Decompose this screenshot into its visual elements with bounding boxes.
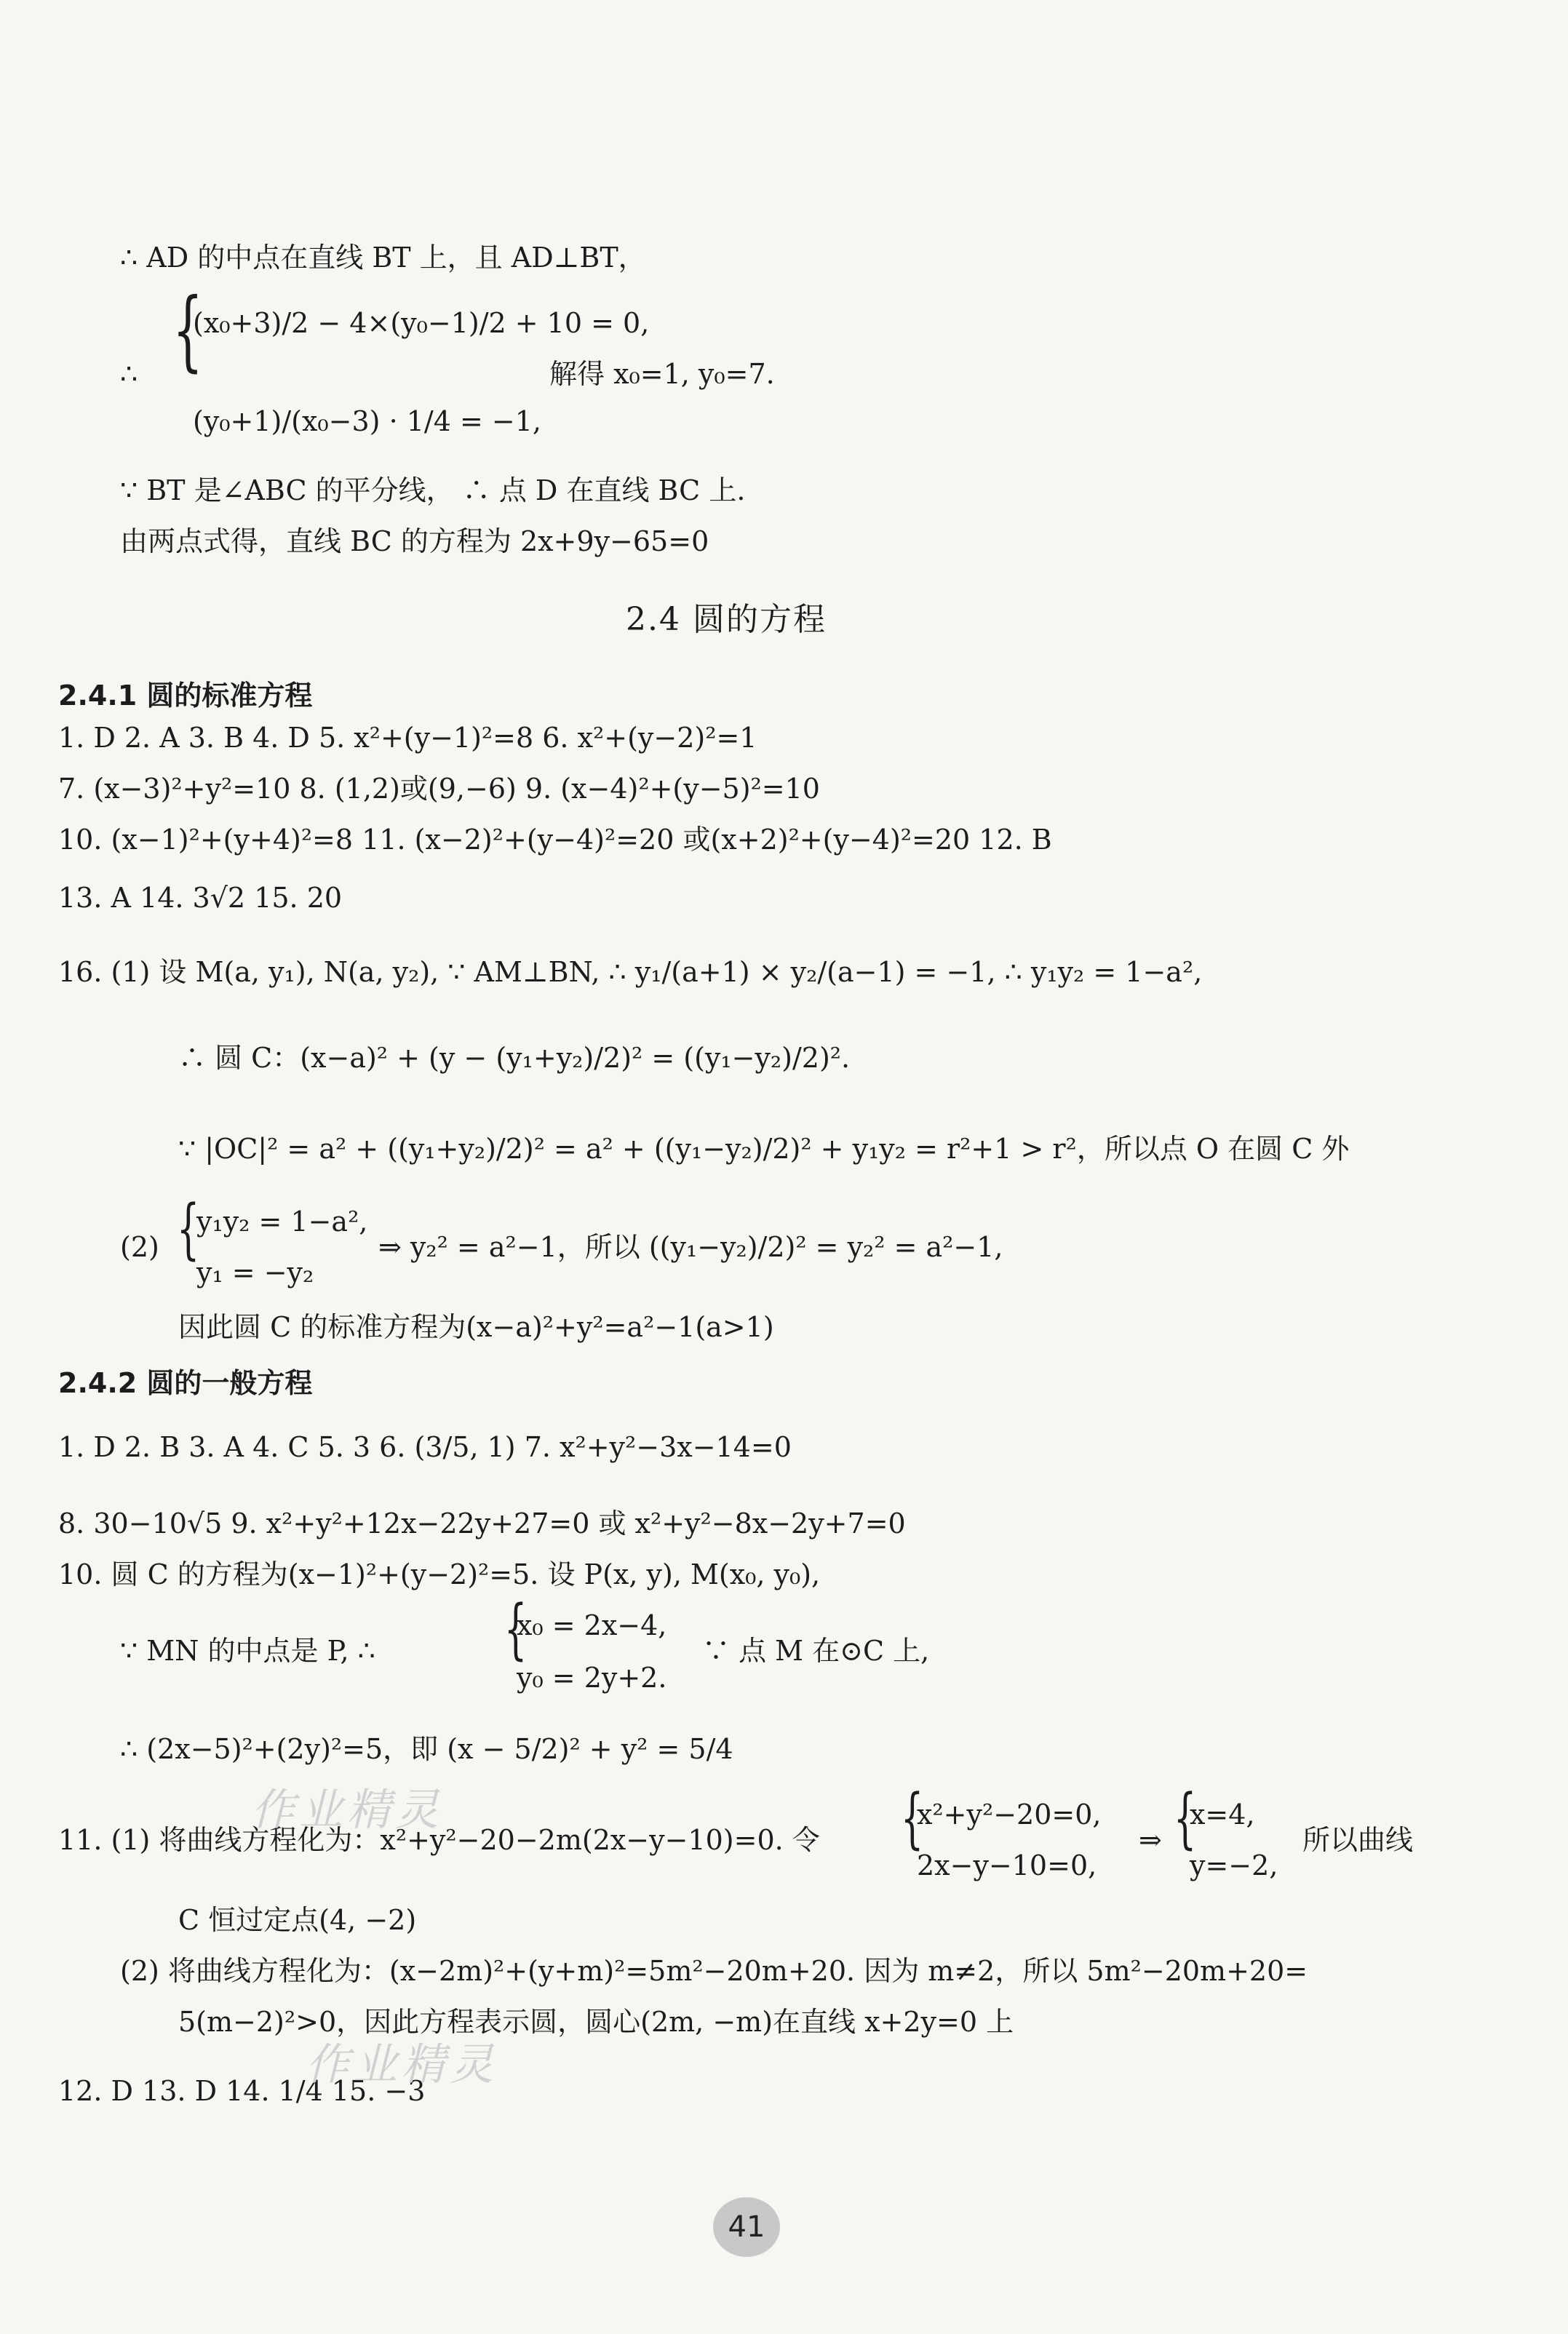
solution-x: x=4, — [1190, 1799, 1255, 1831]
question-16-conclusion: 因此圆 C 的标准方程为(x−a)²+y²=a²−1(a>1) — [178, 1311, 774, 1343]
answers-row-2: 7. (x−3)²+y²=10 8. (1,2)或(9,−6) 9. (x−4)²+(y−5)²=10 — [58, 773, 820, 805]
question-16-line-1: 16. (1) 设 M(a, y₁), N(a, y₂), ∵ AM⊥BN, ∴ y₁/(a+1) × y₂/(a−1) = −1, ∴ y₁y₂ = 1−a², — [58, 956, 1203, 988]
therefore-symbol: ∴ — [120, 358, 138, 390]
system-eq-b: y₁ = −y₂ — [196, 1256, 314, 1289]
proof-line-1: ∴ AD 的中点在直线 BT 上，且 AD⊥BT， — [120, 242, 646, 274]
left-brace-icon: { — [1173, 1780, 1197, 1857]
question-11-line-1-post: 所以曲线 — [1302, 1824, 1414, 1856]
question-11-line-1: 11. (1) 将曲线方程化为：x²+y²−20−2m(2x−y−10)=0. 令 — [58, 1824, 820, 1856]
system-eq-1: (x₀+3)/2 − 4×(y₀−1)/2 + 10 = 0, — [193, 307, 650, 339]
question-16-part2-rest: ⇒ y₂² = a²−1，所以 ((y₁−y₂)/2)² = y₂² = a²−1, — [378, 1231, 1003, 1263]
question-16-line-3: ∵ |OC|² = a² + ((y₁+y₂)/2)² = a² + ((y₁−y₂)/2)² + y₁y₂ = r²+1 > r²，所以点 O 在圆 C 外 — [178, 1133, 1350, 1165]
question-11-line-4: 5(m−2)²>0，因此方程表示圆，圆心(2m, −m)在直线 x+2y=0 上 — [178, 2006, 1014, 2038]
system-eq-2: (y₀+1)/(x₀−3) · 1/4 = −1, — [193, 405, 541, 437]
question-10-line-1: 10. 圆 C 的方程为(x−1)²+(y−2)²=5. 设 P(x, y), M(x₀, y₀), — [58, 1558, 821, 1590]
system-eq-c1: x²+y²−20=0, — [917, 1799, 1102, 1831]
section-title: 2.4 圆的方程 — [626, 601, 827, 638]
subsection-heading-241: 2.4.1 圆的标准方程 — [58, 680, 313, 712]
proof-line-3: ∵ BT 是∠ABC 的平分线， ∴ 点 D 在直线 BC 上. — [120, 474, 746, 506]
page-number-badge: 41 — [713, 2197, 780, 2257]
question-10-line-2-pre: ∵ MN 的中点是 P, ∴ — [120, 1635, 375, 1667]
question-16-line-2: ∴ 圆 C：(x−a)² + (y − (y₁+y₂)/2)² = ((y₁−y₂)/2)². — [178, 1042, 851, 1074]
answers-row-2b: 8. 30−10√5 9. x²+y²+12x−22y+27=0 或 x²+y²−8x−2y+7=0 — [58, 1507, 906, 1540]
question-10-line-2-post: ∵ 点 M 在⊙C 上, — [702, 1635, 930, 1667]
proof-line-4: 由两点式得，直线 BC 的方程为 2x+9y−65=0 — [120, 525, 709, 557]
watermark: 作业精灵 — [306, 2039, 498, 2090]
solution-text: 解得 x₀=1, y₀=7. — [549, 358, 775, 390]
answers-row-4: 13. A 14. 3√2 15. 20 — [58, 882, 343, 914]
watermark: 作业精灵 — [251, 1785, 443, 1836]
question-11-line-3: (2) 将曲线方程化为：(x−2m)²+(y+m)²=5m²−20m+20. 因为 m≠2，所以 5m²−20m+20= — [120, 1955, 1308, 1987]
implies-arrow: ⇒ — [1139, 1824, 1162, 1856]
system-eq-y0: y₀ = 2y+2. — [517, 1662, 667, 1694]
left-brace-icon: { — [900, 1780, 924, 1857]
left-brace-icon: { — [176, 1191, 200, 1267]
question-10-line-3: ∴ (2x−5)²+(2y)²=5，即 (x − 5/2)² + y² = 5/4 — [120, 1733, 733, 1765]
answers-row-last: 12. D 13. D 14. 1/4 15. −3 — [58, 2075, 426, 2107]
subsection-heading-242: 2.4.2 圆的一般方程 — [58, 1367, 313, 1399]
system-eq-c2: 2x−y−10=0, — [917, 1849, 1097, 1881]
system-eq-x0: x₀ = 2x−4, — [517, 1609, 667, 1641]
answers-row-1b: 1. D 2. B 3. A 4. C 5. 3 6. (3/5, 1) 7. x²+y²−3x−14=0 — [58, 1431, 792, 1463]
answers-row-3: 10. (x−1)²+(y+4)²=8 11. (x−2)²+(y−4)²=20 或(x+2)²+(y−4)²=20 12. B — [58, 824, 1052, 856]
question-16-part2-label: (2) — [120, 1231, 159, 1263]
answers-row-1: 1. D 2. A 3. B 4. D 5. x²+(y−1)²=8 6. x²+(y−2)²=1 — [58, 722, 757, 754]
left-brace-icon: { — [504, 1591, 528, 1668]
system-eq-a: y₁y₂ = 1−a², — [196, 1206, 368, 1238]
left-brace-icon: { — [172, 280, 204, 381]
question-11-line-2: C 恒过定点(4, −2) — [178, 1904, 417, 1936]
solution-y: y=−2, — [1190, 1849, 1278, 1881]
